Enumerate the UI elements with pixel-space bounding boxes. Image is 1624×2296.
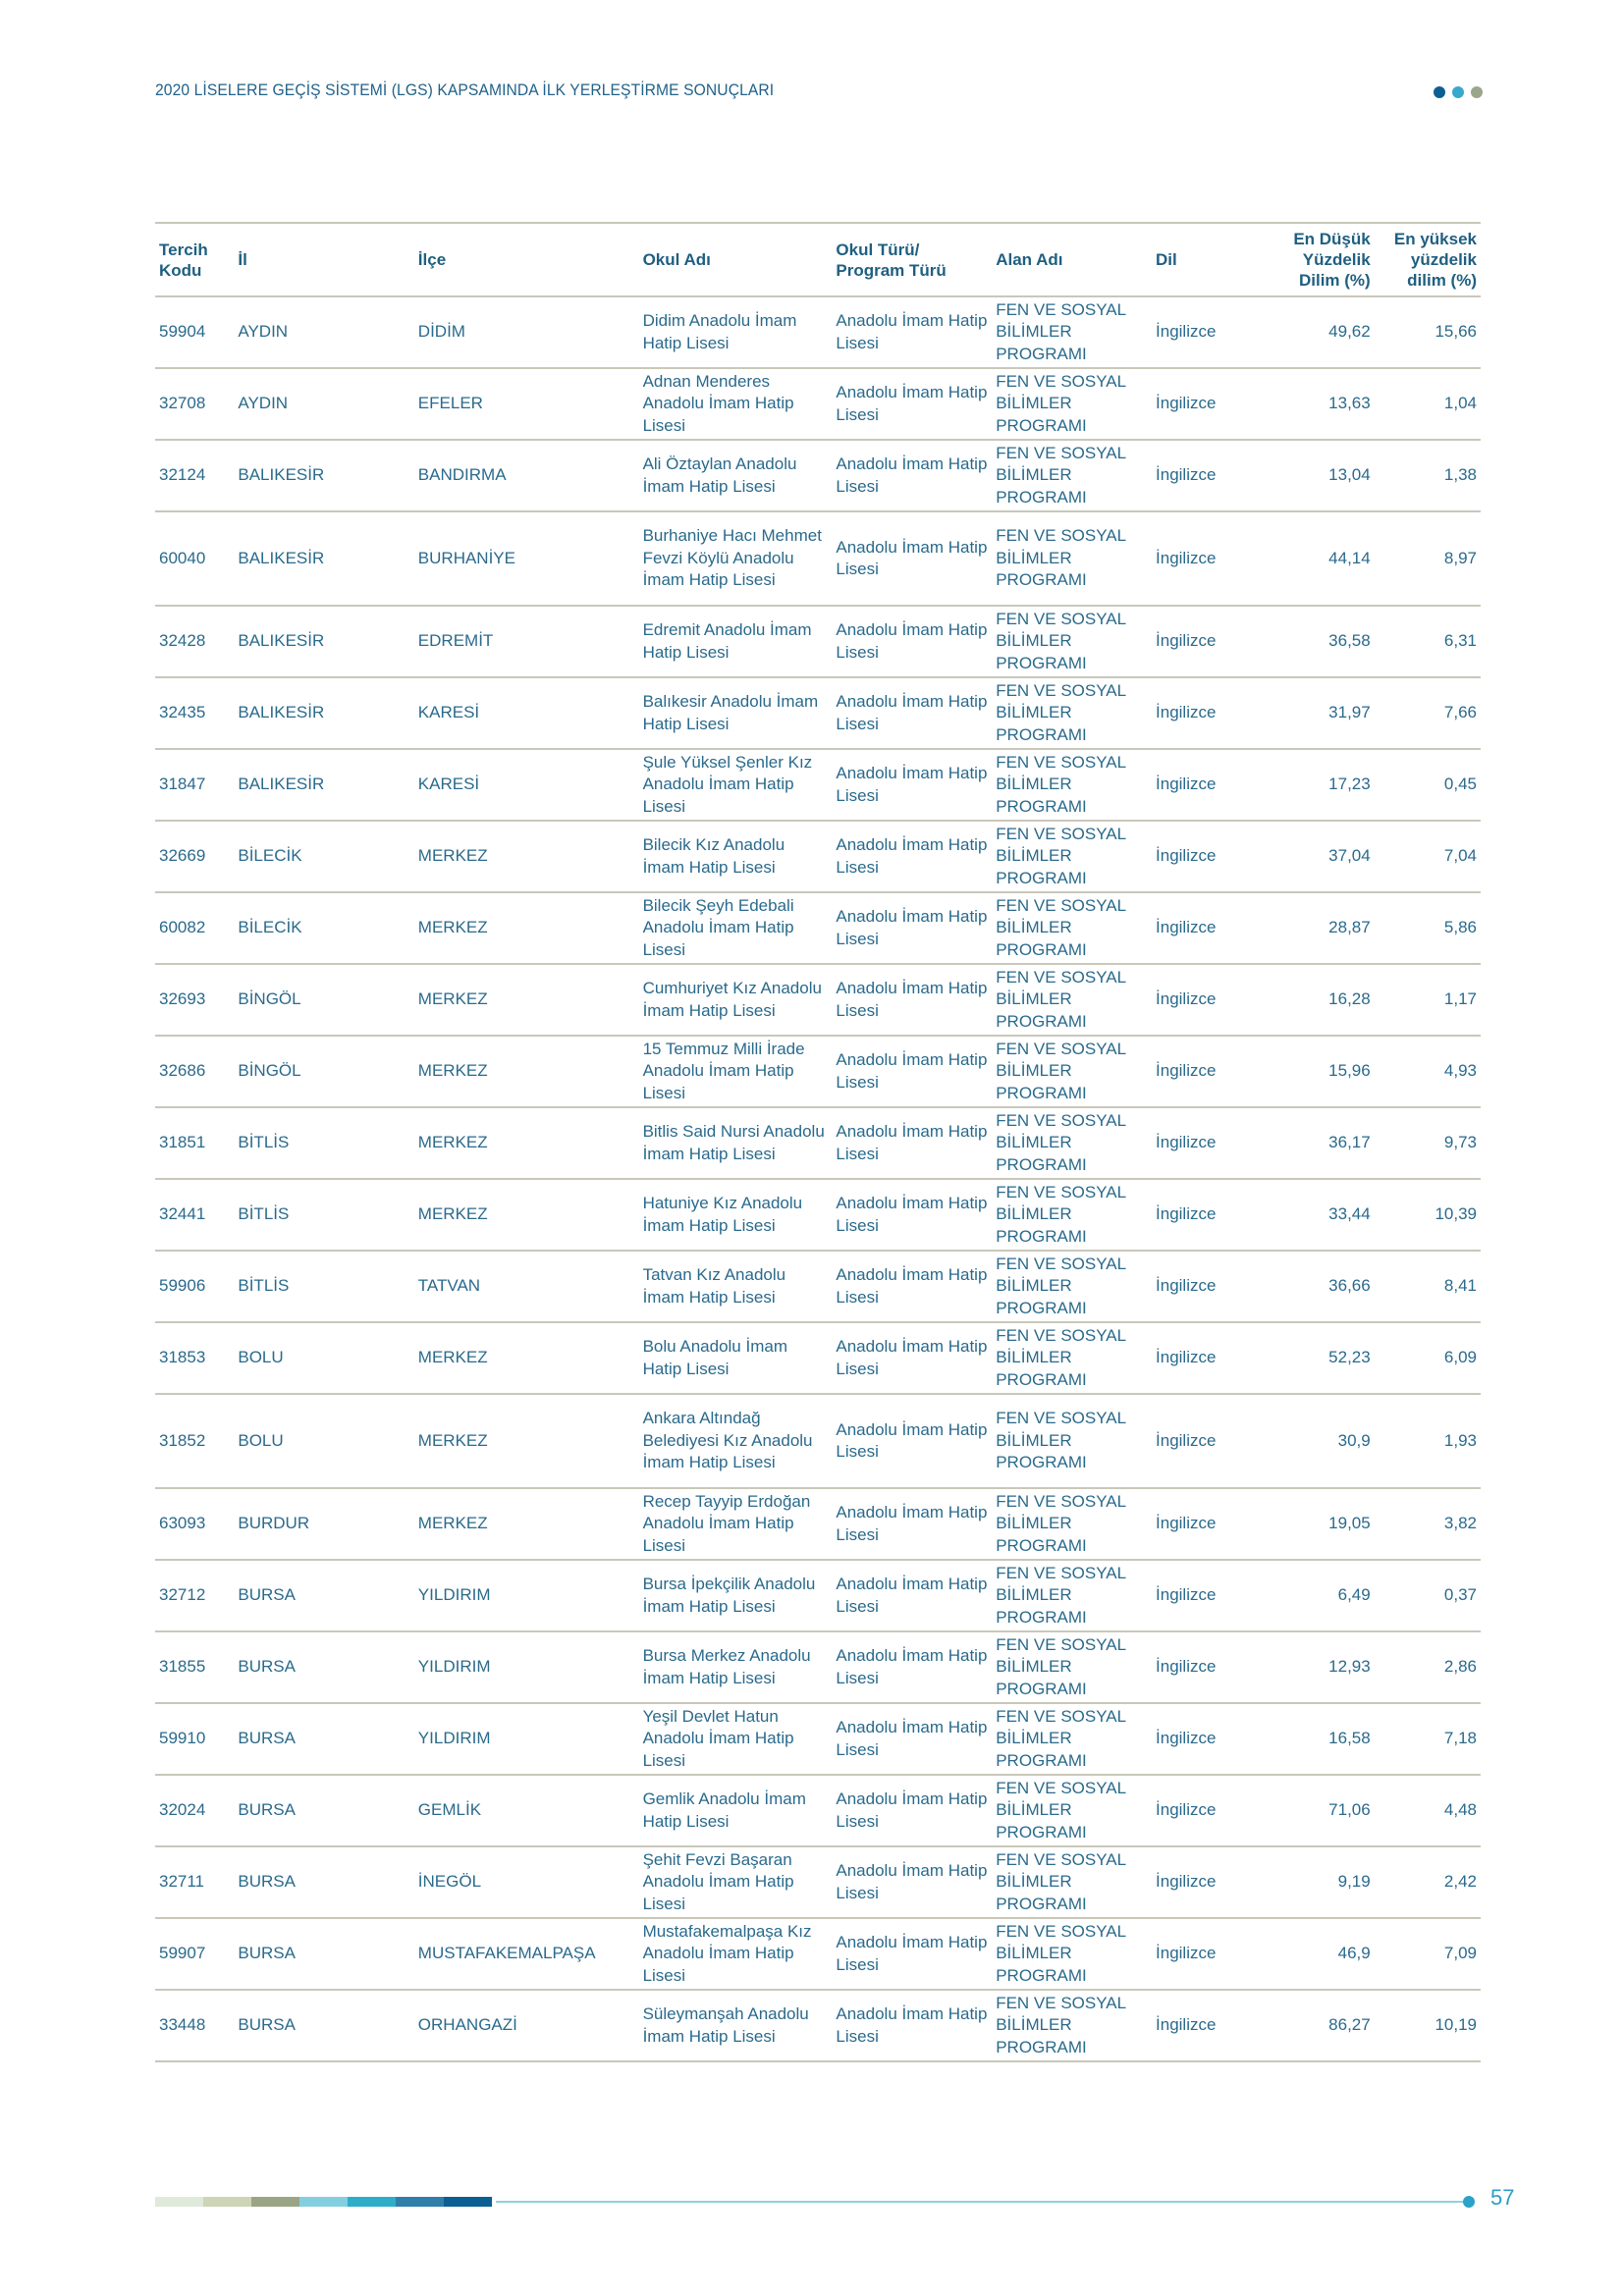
cell-il: BOLU: [234, 1394, 413, 1488]
cell-alan: FEN VE SOSYAL BİLİMLER PROGRAMI: [992, 964, 1152, 1036]
cell-kod: 32435: [155, 677, 234, 749]
cell-il: BİTLİS: [234, 1179, 413, 1251]
cell-il: BURDUR: [234, 1488, 413, 1560]
cell-ilce: MERKEZ: [414, 1488, 639, 1560]
cell-kod: 31847: [155, 749, 234, 821]
table-row: [155, 1631, 1481, 1703]
cell-dil: İngilizce: [1152, 511, 1267, 606]
cell-alan: FEN VE SOSYAL BİLİMLER PROGRAMI: [992, 677, 1152, 749]
column-header-okul-turu: [832, 223, 992, 296]
cell-tur: Anadolu İmam Hatip Lisesi: [832, 1846, 992, 1918]
cell-max: 7,66: [1375, 677, 1481, 749]
cell-il: BOLU: [234, 1322, 413, 1394]
cell-okul: Şehit Fevzi Başaran Anadolu İmam Hatip Lisesi: [639, 1846, 833, 1918]
cell-ilce: DİDİM: [414, 296, 639, 368]
header-dot-icon: [1434, 86, 1445, 98]
cell-ilce: MERKEZ: [414, 821, 639, 892]
cell-min: 28,87: [1267, 892, 1374, 964]
cell-max: 4,48: [1375, 1775, 1481, 1846]
cell-dil: İngilizce: [1152, 368, 1267, 440]
cell-alan: FEN VE SOSYAL BİLİMLER PROGRAMI: [992, 1703, 1152, 1775]
cell-tur: Anadolu İmam Hatip Lisesi: [832, 440, 992, 511]
cell-okul: Ali Öztaylan Anadolu İmam Hatip Lisesi: [639, 440, 833, 511]
cell-min: 19,05: [1267, 1488, 1374, 1560]
cell-il: BURSA: [234, 1631, 413, 1703]
cell-kod: 32669: [155, 821, 234, 892]
cell-dil: İngilizce: [1152, 1107, 1267, 1179]
cell-ilce: MERKEZ: [414, 892, 639, 964]
cell-min: 13,63: [1267, 368, 1374, 440]
header-dots: [1434, 86, 1483, 98]
cell-dil: İngilizce: [1152, 892, 1267, 964]
cell-dil: İngilizce: [1152, 440, 1267, 511]
cell-alan: FEN VE SOSYAL BİLİMLER PROGRAMI: [992, 1322, 1152, 1394]
cell-kod: 59904: [155, 296, 234, 368]
cell-okul: Adnan Menderes Anadolu İmam Hatip Lisesi: [639, 368, 833, 440]
cell-okul: Bursa İpekçilik Anadolu İmam Hatip Lisesi: [639, 1560, 833, 1631]
cell-okul: Gemlik Anadolu İmam Hatip Lisesi: [639, 1775, 833, 1846]
cell-ilce: MERKEZ: [414, 1394, 639, 1488]
footer-color-segment: [444, 2197, 492, 2207]
cell-il: BİNGÖL: [234, 1036, 413, 1107]
table-row: [155, 892, 1481, 964]
cell-ilce: İNEGÖL: [414, 1846, 639, 1918]
table-row: [155, 1322, 1481, 1394]
cell-tur: Anadolu İmam Hatip Lisesi: [832, 1322, 992, 1394]
cell-ilce: YILDIRIM: [414, 1631, 639, 1703]
cell-il: AYDIN: [234, 368, 413, 440]
cell-ilce: YILDIRIM: [414, 1703, 639, 1775]
cell-alan: FEN VE SOSYAL BİLİMLER PROGRAMI: [992, 1394, 1152, 1488]
document-header-title: 2020 LİSELERE GEÇİŞ SİSTEMİ (LGS) KAPSAMINDA İLK YERLEŞTİRME SONUÇLARI: [155, 80, 775, 99]
okul-turu-label: Okul Türü/ Program Türü: [836, 240, 947, 280]
cell-dil: İngilizce: [1152, 1990, 1267, 2061]
cell-kod: 31852: [155, 1394, 234, 1488]
cell-ilce: MERKEZ: [414, 1322, 639, 1394]
cell-max: 1,17: [1375, 964, 1481, 1036]
table-row: [155, 606, 1481, 677]
cell-tur: Anadolu İmam Hatip Lisesi: [832, 1036, 992, 1107]
cell-kod: 32428: [155, 606, 234, 677]
cell-il: BİTLİS: [234, 1107, 413, 1179]
cell-max: 10,19: [1375, 1990, 1481, 2061]
cell-min: 9,19: [1267, 1846, 1374, 1918]
cell-il: BURSA: [234, 1703, 413, 1775]
cell-dil: İngilizce: [1152, 1631, 1267, 1703]
cell-alan: FEN VE SOSYAL BİLİMLER PROGRAMI: [992, 1036, 1152, 1107]
page-number: 57: [1490, 2185, 1515, 2210]
cell-max: 1,04: [1375, 368, 1481, 440]
cell-tur: Anadolu İmam Hatip Lisesi: [832, 1107, 992, 1179]
footer-color-segment: [299, 2197, 348, 2207]
cell-max: 9,73: [1375, 1107, 1481, 1179]
cell-ilce: EFELER: [414, 368, 639, 440]
placement-results-table-wrapper: [155, 222, 1481, 2062]
en-yuksek-label: En yüksek yüzdelik dilim (%): [1393, 230, 1477, 290]
table-row: [155, 1846, 1481, 1918]
cell-tur: Anadolu İmam Hatip Lisesi: [832, 892, 992, 964]
cell-max: 1,38: [1375, 440, 1481, 511]
cell-tur: Anadolu İmam Hatip Lisesi: [832, 1631, 992, 1703]
cell-ilce: MERKEZ: [414, 1179, 639, 1251]
cell-min: 13,04: [1267, 440, 1374, 511]
table-row: [155, 1703, 1481, 1775]
cell-ilce: KARESİ: [414, 677, 639, 749]
cell-dil: İngilizce: [1152, 1560, 1267, 1631]
cell-max: 2,42: [1375, 1846, 1481, 1918]
cell-alan: FEN VE SOSYAL BİLİMLER PROGRAMI: [992, 1107, 1152, 1179]
cell-alan: FEN VE SOSYAL BİLİMLER PROGRAMI: [992, 1560, 1152, 1631]
cell-okul: Bilecik Şeyh Edebali Anadolu İmam Hatip Lisesi: [639, 892, 833, 964]
cell-alan: FEN VE SOSYAL BİLİMLER PROGRAMI: [992, 1990, 1152, 2061]
cell-ilce: MERKEZ: [414, 1107, 639, 1179]
column-header-tercih-kodu: [155, 223, 234, 296]
cell-ilce: MERKEZ: [414, 1036, 639, 1107]
table-row: [155, 821, 1481, 892]
cell-il: BALIKESİR: [234, 511, 413, 606]
table-row: [155, 1775, 1481, 1846]
cell-alan: FEN VE SOSYAL BİLİMLER PROGRAMI: [992, 1179, 1152, 1251]
footer-color-segment: [396, 2197, 444, 2207]
cell-okul: Burhaniye Hacı Mehmet Fevzi Köylü Anadolu İmam Hatip Lisesi: [639, 511, 833, 606]
cell-okul: Tatvan Kız Anadolu İmam Hatip Lisesi: [639, 1251, 833, 1322]
cell-alan: FEN VE SOSYAL BİLİMLER PROGRAMI: [992, 1631, 1152, 1703]
cell-alan: FEN VE SOSYAL BİLİMLER PROGRAMI: [992, 606, 1152, 677]
cell-okul: 15 Temmuz Milli İrade Anadolu İmam Hatip Lisesi: [639, 1036, 833, 1107]
cell-min: 30,9: [1267, 1394, 1374, 1488]
cell-max: 7,18: [1375, 1703, 1481, 1775]
cell-tur: Anadolu İmam Hatip Lisesi: [832, 1251, 992, 1322]
footer-color-segment: [155, 2197, 203, 2207]
cell-max: 6,31: [1375, 606, 1481, 677]
cell-tur: Anadolu İmam Hatip Lisesi: [832, 821, 992, 892]
cell-dil: İngilizce: [1152, 964, 1267, 1036]
cell-min: 33,44: [1267, 1179, 1374, 1251]
table-row: [155, 677, 1481, 749]
table-row: [155, 749, 1481, 821]
table-row: [155, 1560, 1481, 1631]
cell-min: 16,28: [1267, 964, 1374, 1036]
cell-tur: Anadolu İmam Hatip Lisesi: [832, 1560, 992, 1631]
cell-tur: Anadolu İmam Hatip Lisesi: [832, 1179, 992, 1251]
footer-color-bar: [155, 2197, 492, 2207]
cell-min: 17,23: [1267, 749, 1374, 821]
cell-alan: FEN VE SOSYAL BİLİMLER PROGRAMI: [992, 892, 1152, 964]
cell-kod: 31855: [155, 1631, 234, 1703]
table-row: [155, 1036, 1481, 1107]
footer-dot-icon: [1463, 2196, 1475, 2208]
cell-kod: 59910: [155, 1703, 234, 1775]
cell-tur: Anadolu İmam Hatip Lisesi: [832, 368, 992, 440]
cell-tur: Anadolu İmam Hatip Lisesi: [832, 964, 992, 1036]
header-dot-icon: [1452, 86, 1464, 98]
column-header-en-yuksek: [1375, 223, 1481, 296]
cell-il: BURSA: [234, 1918, 413, 1990]
cell-okul: Bolu Anadolu İmam Hatip Lisesi: [639, 1322, 833, 1394]
cell-okul: Yeşil Devlet Hatun Anadolu İmam Hatip Lisesi: [639, 1703, 833, 1775]
cell-il: BİLECİK: [234, 821, 413, 892]
cell-max: 8,41: [1375, 1251, 1481, 1322]
footer-line: [496, 2201, 1468, 2203]
table-row: [155, 1251, 1481, 1322]
cell-okul: Bitlis Said Nursi Anadolu İmam Hatip Lisesi: [639, 1107, 833, 1179]
column-header-il: İl: [234, 223, 413, 296]
placement-results-table: [155, 222, 1481, 2062]
cell-okul: Balıkesir Anadolu İmam Hatip Lisesi: [639, 677, 833, 749]
cell-dil: İngilizce: [1152, 749, 1267, 821]
cell-dil: İngilizce: [1152, 1775, 1267, 1846]
cell-max: 8,97: [1375, 511, 1481, 606]
cell-dil: İngilizce: [1152, 821, 1267, 892]
footer-color-segment: [203, 2197, 251, 2207]
en-dusuk-label: En Düşük Yüzdelik Dilim (%): [1293, 230, 1371, 290]
cell-dil: İngilizce: [1152, 1251, 1267, 1322]
tercih-kodu-label: Tercih Kodu: [159, 240, 208, 280]
cell-min: 31,97: [1267, 677, 1374, 749]
table-row: [155, 1107, 1481, 1179]
cell-dil: İngilizce: [1152, 1846, 1267, 1918]
cell-il: BALIKESİR: [234, 749, 413, 821]
table-row: [155, 296, 1481, 368]
cell-alan: FEN VE SOSYAL BİLİMLER PROGRAMI: [992, 821, 1152, 892]
cell-ilce: EDREMİT: [414, 606, 639, 677]
cell-alan: FEN VE SOSYAL BİLİMLER PROGRAMI: [992, 749, 1152, 821]
cell-tur: Anadolu İmam Hatip Lisesi: [832, 749, 992, 821]
cell-il: BURSA: [234, 1846, 413, 1918]
cell-dil: İngilizce: [1152, 296, 1267, 368]
column-header-alan-adi: Alan Adı: [992, 223, 1152, 296]
table-row: [155, 368, 1481, 440]
cell-alan: FEN VE SOSYAL BİLİMLER PROGRAMI: [992, 1251, 1152, 1322]
cell-okul: Bilecik Kız Anadolu İmam Hatip Lisesi: [639, 821, 833, 892]
cell-tur: Anadolu İmam Hatip Lisesi: [832, 1990, 992, 2061]
table-row: [155, 964, 1481, 1036]
cell-min: 49,62: [1267, 296, 1374, 368]
cell-kod: 63093: [155, 1488, 234, 1560]
cell-tur: Anadolu İmam Hatip Lisesi: [832, 1703, 992, 1775]
cell-ilce: GEMLİK: [414, 1775, 639, 1846]
cell-okul: Recep Tayyip Erdoğan Anadolu İmam Hatip Lisesi: [639, 1488, 833, 1560]
cell-min: 36,17: [1267, 1107, 1374, 1179]
column-header-ilce: İlçe: [414, 223, 639, 296]
cell-dil: İngilizce: [1152, 1394, 1267, 1488]
cell-max: 6,09: [1375, 1322, 1481, 1394]
cell-min: 44,14: [1267, 511, 1374, 606]
table-row: [155, 440, 1481, 511]
cell-okul: Hatuniye Kız Anadolu İmam Hatip Lisesi: [639, 1179, 833, 1251]
cell-alan: FEN VE SOSYAL BİLİMLER PROGRAMI: [992, 1918, 1152, 1990]
cell-il: BİLECİK: [234, 892, 413, 964]
cell-min: 36,66: [1267, 1251, 1374, 1322]
cell-okul: Cumhuriyet Kız Anadolu İmam Hatip Lisesi: [639, 964, 833, 1036]
cell-il: BİTLİS: [234, 1251, 413, 1322]
cell-alan: FEN VE SOSYAL BİLİMLER PROGRAMI: [992, 511, 1152, 606]
cell-max: 4,93: [1375, 1036, 1481, 1107]
cell-ilce: KARESİ: [414, 749, 639, 821]
cell-min: 46,9: [1267, 1918, 1374, 1990]
cell-ilce: MUSTAFAKEMALPAŞA: [414, 1918, 639, 1990]
cell-dil: İngilizce: [1152, 1918, 1267, 1990]
cell-alan: FEN VE SOSYAL BİLİMLER PROGRAMI: [992, 296, 1152, 368]
cell-tur: Anadolu İmam Hatip Lisesi: [832, 1775, 992, 1846]
cell-okul: Bursa Merkez Anadolu İmam Hatip Lisesi: [639, 1631, 833, 1703]
cell-okul: Edremit Anadolu İmam Hatip Lisesi: [639, 606, 833, 677]
cell-min: 37,04: [1267, 821, 1374, 892]
table-row: [155, 1179, 1481, 1251]
cell-kod: 33448: [155, 1990, 234, 2061]
cell-tur: Anadolu İmam Hatip Lisesi: [832, 511, 992, 606]
cell-il: BURSA: [234, 1990, 413, 2061]
cell-max: 10,39: [1375, 1179, 1481, 1251]
cell-min: 6,49: [1267, 1560, 1374, 1631]
cell-dil: İngilizce: [1152, 606, 1267, 677]
cell-kod: 32124: [155, 440, 234, 511]
cell-tur: Anadolu İmam Hatip Lisesi: [832, 677, 992, 749]
table-row: [155, 1394, 1481, 1488]
cell-kod: 32712: [155, 1560, 234, 1631]
cell-okul: Mustafakemalpaşa Kız Anadolu İmam Hatip Lisesi: [639, 1918, 833, 1990]
cell-ilce: MERKEZ: [414, 964, 639, 1036]
cell-il: AYDIN: [234, 296, 413, 368]
cell-max: 0,37: [1375, 1560, 1481, 1631]
cell-kod: 32024: [155, 1775, 234, 1846]
cell-min: 86,27: [1267, 1990, 1374, 2061]
cell-dil: İngilizce: [1152, 1703, 1267, 1775]
cell-alan: FEN VE SOSYAL BİLİMLER PROGRAMI: [992, 1846, 1152, 1918]
cell-kod: 59907: [155, 1918, 234, 1990]
cell-okul: Süleymanşah Anadolu İmam Hatip Lisesi: [639, 1990, 833, 2061]
cell-dil: İngilizce: [1152, 1179, 1267, 1251]
cell-tur: Anadolu İmam Hatip Lisesi: [832, 1488, 992, 1560]
column-header-en-dusuk: [1267, 223, 1374, 296]
footer-color-segment: [251, 2197, 299, 2207]
cell-ilce: ORHANGAZİ: [414, 1990, 639, 2061]
cell-il: BALIKESİR: [234, 606, 413, 677]
cell-dil: İngilizce: [1152, 1488, 1267, 1560]
cell-kod: 31853: [155, 1322, 234, 1394]
cell-ilce: YILDIRIM: [414, 1560, 639, 1631]
cell-dil: İngilizce: [1152, 1322, 1267, 1394]
cell-kod: 60040: [155, 511, 234, 606]
cell-max: 3,82: [1375, 1488, 1481, 1560]
cell-tur: Anadolu İmam Hatip Lisesi: [832, 296, 992, 368]
cell-il: BURSA: [234, 1775, 413, 1846]
cell-kod: 32711: [155, 1846, 234, 1918]
footer-color-segment: [348, 2197, 396, 2207]
cell-alan: FEN VE SOSYAL BİLİMLER PROGRAMI: [992, 1775, 1152, 1846]
cell-max: 7,09: [1375, 1918, 1481, 1990]
cell-tur: Anadolu İmam Hatip Lisesi: [832, 1918, 992, 1990]
cell-max: 7,04: [1375, 821, 1481, 892]
table-row: [155, 1488, 1481, 1560]
cell-ilce: TATVAN: [414, 1251, 639, 1322]
cell-kod: 32708: [155, 368, 234, 440]
header-dot-icon: [1471, 86, 1483, 98]
cell-il: BURSA: [234, 1560, 413, 1631]
cell-tur: Anadolu İmam Hatip Lisesi: [832, 1394, 992, 1488]
table-body: [155, 296, 1481, 2061]
cell-alan: FEN VE SOSYAL BİLİMLER PROGRAMI: [992, 368, 1152, 440]
table-row: [155, 1918, 1481, 1990]
cell-min: 16,58: [1267, 1703, 1374, 1775]
column-header-okul-adi: Okul Adı: [639, 223, 833, 296]
cell-kod: 60082: [155, 892, 234, 964]
cell-max: 0,45: [1375, 749, 1481, 821]
cell-kod: 59906: [155, 1251, 234, 1322]
table-row: [155, 1990, 1481, 2061]
cell-il: BALIKESİR: [234, 677, 413, 749]
cell-max: 5,86: [1375, 892, 1481, 964]
cell-ilce: BURHANİYE: [414, 511, 639, 606]
cell-il: BALIKESİR: [234, 440, 413, 511]
cell-dil: İngilizce: [1152, 677, 1267, 749]
cell-max: 2,86: [1375, 1631, 1481, 1703]
cell-okul: Şule Yüksel Şenler Kız Anadolu İmam Hatip Lisesi: [639, 749, 833, 821]
cell-alan: FEN VE SOSYAL BİLİMLER PROGRAMI: [992, 440, 1152, 511]
cell-il: BİNGÖL: [234, 964, 413, 1036]
cell-min: 71,06: [1267, 1775, 1374, 1846]
column-header-dil: Dil: [1152, 223, 1267, 296]
table-header-row: [155, 223, 1481, 296]
table-row: [155, 511, 1481, 606]
cell-kod: 31851: [155, 1107, 234, 1179]
cell-kod: 32686: [155, 1036, 234, 1107]
cell-max: 15,66: [1375, 296, 1481, 368]
cell-min: 15,96: [1267, 1036, 1374, 1107]
cell-okul: Didim Anadolu İmam Hatip Lisesi: [639, 296, 833, 368]
cell-kod: 32441: [155, 1179, 234, 1251]
cell-max: 1,93: [1375, 1394, 1481, 1488]
cell-alan: FEN VE SOSYAL BİLİMLER PROGRAMI: [992, 1488, 1152, 1560]
cell-min: 12,93: [1267, 1631, 1374, 1703]
cell-okul: Ankara Altındağ Belediyesi Kız Anadolu İmam Hatip Lisesi: [639, 1394, 833, 1488]
cell-min: 52,23: [1267, 1322, 1374, 1394]
cell-min: 36,58: [1267, 606, 1374, 677]
cell-kod: 32693: [155, 964, 234, 1036]
cell-dil: İngilizce: [1152, 1036, 1267, 1107]
cell-tur: Anadolu İmam Hatip Lisesi: [832, 606, 992, 677]
cell-ilce: BANDIRMA: [414, 440, 639, 511]
